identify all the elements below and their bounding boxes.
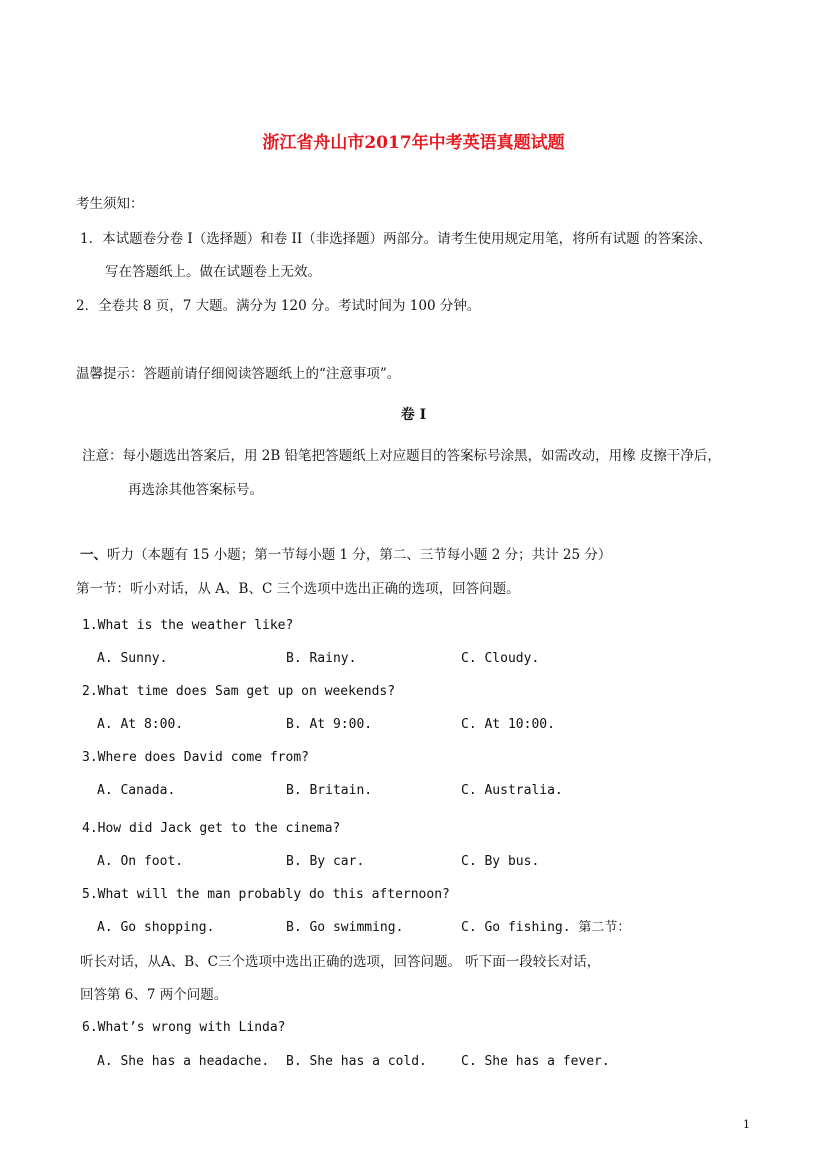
question-text: How did Jack get to the cinema? xyxy=(97,821,341,836)
q2-option-c xyxy=(461,716,555,734)
option-text: Britain. xyxy=(309,783,373,798)
question-number: 5. xyxy=(82,887,98,902)
option-letter: B. xyxy=(286,920,302,935)
option-text: By car. xyxy=(309,854,365,869)
q2-option-a xyxy=(97,716,183,734)
notice-heading: 考生须知： xyxy=(76,196,144,212)
q6-option-b xyxy=(286,1053,427,1071)
option-letter: B. xyxy=(286,1054,302,1069)
option-letter: A. xyxy=(97,854,113,869)
option-text: Cloudy. xyxy=(484,651,540,666)
option-letter: B. xyxy=(286,783,302,798)
q5-option-a xyxy=(97,919,214,937)
option-text: On foot. xyxy=(120,854,184,869)
option-letter: A. xyxy=(97,1054,113,1069)
option-letter: C. xyxy=(461,717,477,732)
option-text: Go fishing. 第二节： xyxy=(484,920,631,935)
option-text: By bus. xyxy=(484,854,540,869)
option-letter: B. xyxy=(286,651,302,666)
notice-item-1-line-2: 写在答题纸上。做在试题卷上无效。 xyxy=(105,264,321,280)
question-6 xyxy=(82,1019,286,1037)
option-text: At 8:00. xyxy=(120,717,184,732)
volume-title: 卷 I xyxy=(400,407,427,423)
question-number: 3. xyxy=(82,750,98,765)
warm-tip: 温馨提示：答题前请仔细阅读答题纸上的“注意事项”。 xyxy=(76,366,401,382)
question-text: Where does David come from? xyxy=(97,750,309,765)
attention-line-2: 再选涂其他答案标号。 xyxy=(128,482,263,498)
question-text: What will the man probably do this afternoon? xyxy=(97,887,450,902)
question-5 xyxy=(82,886,450,904)
option-letter: C. xyxy=(461,651,477,666)
option-text: She has a cold. xyxy=(309,1054,427,1069)
q4-option-a xyxy=(97,853,183,871)
option-text: Go shopping. xyxy=(120,920,215,935)
question-number: 2. xyxy=(82,684,98,699)
part-2-intro-line-1: 听长对话，从A、B、C三个选项中选出正确的选项，回答问题。 听下面一段较长对话， xyxy=(80,954,601,970)
q4-option-c xyxy=(461,853,539,871)
option-letter: A. xyxy=(97,651,113,666)
option-letter: C. xyxy=(461,783,477,798)
option-letter: C. xyxy=(461,1054,477,1069)
option-letter: A. xyxy=(97,920,113,935)
q6-option-a xyxy=(97,1053,269,1071)
q4-option-b xyxy=(286,853,364,871)
page-number: 1 xyxy=(743,1118,750,1131)
option-text: Sunny. xyxy=(120,651,168,666)
option-text: Canada. xyxy=(120,783,176,798)
option-text: At 9:00. xyxy=(309,717,373,732)
question-number: 6. xyxy=(82,1020,98,1035)
part-1-intro: 第一节：听小对话，从 A、B、C 三个选项中选出正确的选项，回答问题。 xyxy=(76,581,520,597)
option-letter: C. xyxy=(461,854,477,869)
page-title: 浙江省舟山市2017年中考英语真题试题 xyxy=(262,133,565,153)
option-text: At 10:00. xyxy=(484,717,555,732)
q3-option-b xyxy=(286,782,372,800)
question-text: What is the weather like? xyxy=(97,618,294,633)
notice-item-2: 2．全卷共 8 页，7 大题。满分为 120 分。考试时间为 100 分钟。 xyxy=(76,298,481,314)
q1-option-c xyxy=(461,650,539,668)
q6-option-c xyxy=(461,1053,610,1071)
question-2 xyxy=(82,683,395,701)
option-letter: B. xyxy=(286,854,302,869)
question-4 xyxy=(82,820,340,838)
question-number: 1. xyxy=(82,618,98,633)
option-letter: C. xyxy=(461,920,477,935)
section-1-description: 听力（本题有 15 小题；第一节每小题 1 分，第二、三节每小题 2 分；共计 25 分） xyxy=(107,547,612,563)
option-letter: A. xyxy=(97,783,113,798)
question-number: 4. xyxy=(82,821,98,836)
option-text: She has a fever. xyxy=(484,1054,610,1069)
section-1-heading xyxy=(80,546,611,564)
option-letter: B. xyxy=(286,717,302,732)
q5-option-b xyxy=(286,919,403,937)
section-1-number: 一、 xyxy=(80,547,107,563)
question-text: What’s wrong with Linda? xyxy=(97,1020,286,1035)
question-3 xyxy=(82,749,309,767)
q1-option-a xyxy=(97,650,167,668)
q5-option-c xyxy=(461,919,630,937)
option-letter: A. xyxy=(97,717,113,732)
option-text: Australia. xyxy=(484,783,563,798)
attention-line-1: 注意：每小题选出答案后，用 2B 铅笔把答题纸上对应题目的答案标号涂黑，如需改动，用橡 皮擦干净后， xyxy=(82,448,721,464)
q1-option-b xyxy=(286,650,356,668)
option-text: Go swimming. xyxy=(309,920,404,935)
question-text: What time does Sam get up on weekends? xyxy=(97,684,396,699)
notice-item-1-line-1: 1．本试题卷分卷 I（选择题）和卷 II（非选择题）两部分。请考生使用规定用笔，将所有试题 的答案涂、 xyxy=(80,231,712,247)
q3-option-c xyxy=(461,782,563,800)
part-2-intro-line-2: 回答第 6、7 两个问题。 xyxy=(80,987,228,1003)
question-1 xyxy=(82,617,293,635)
option-text: She has a headache. xyxy=(120,1054,270,1069)
q2-option-b xyxy=(286,716,372,734)
option-text: Rainy. xyxy=(309,651,357,666)
q3-option-a xyxy=(97,782,175,800)
